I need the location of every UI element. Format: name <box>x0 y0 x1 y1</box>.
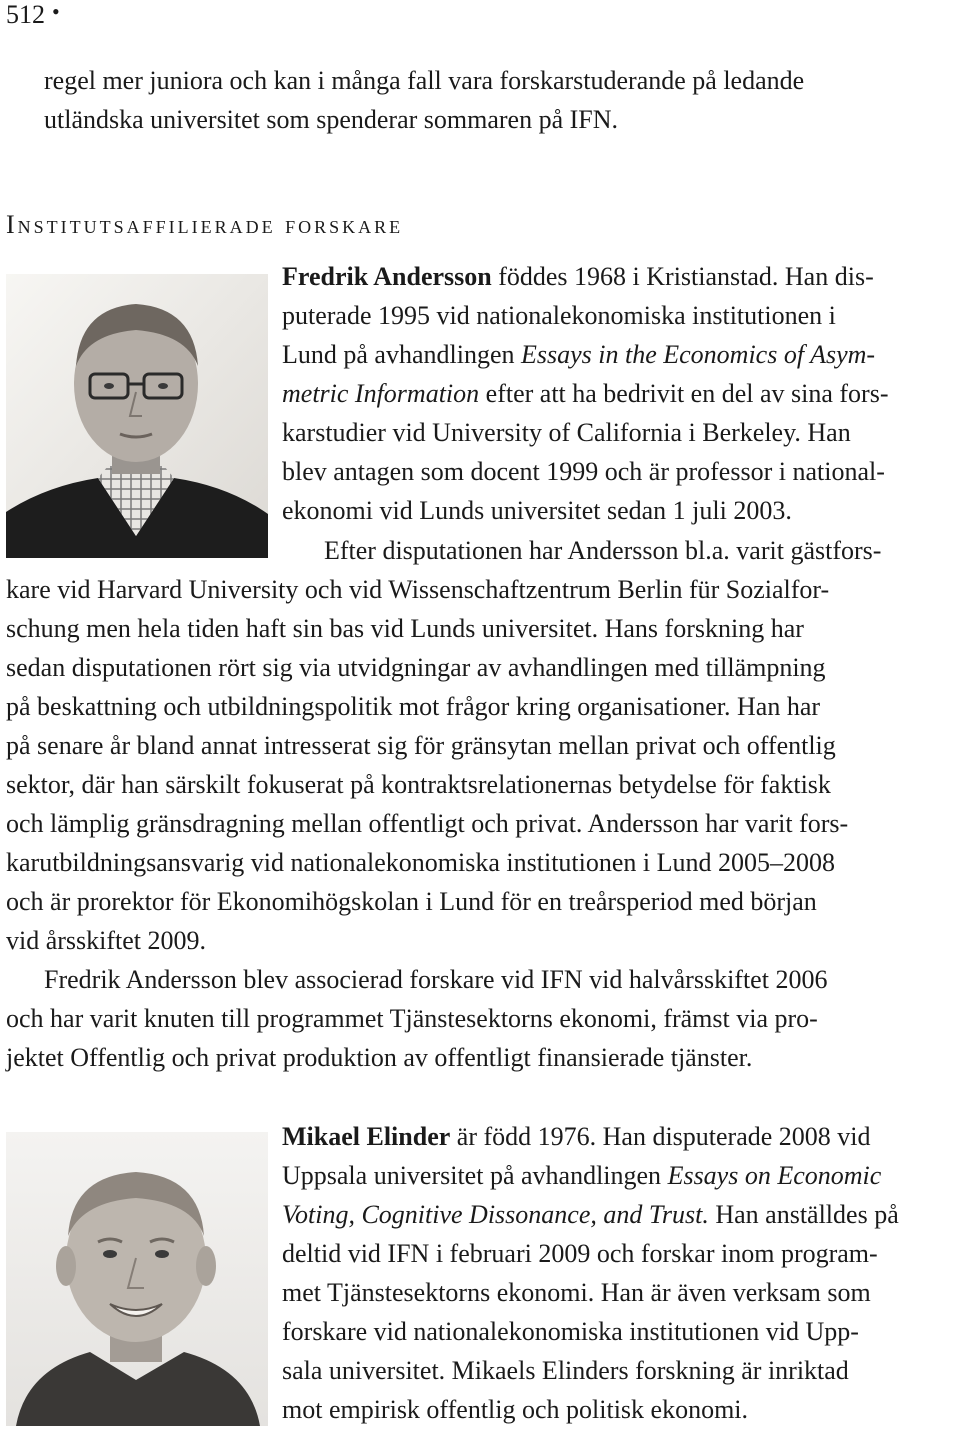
bio1-line-12: på beskattning och utbildningspolitik mot frågor kring organisationer. Han har <box>6 692 821 721</box>
bio1-name: Fredrik Andersson <box>282 262 492 291</box>
bio1-line-11: sedan disputationen rört sig via utvidgningar av avhandlingen med tillämpning <box>6 653 826 682</box>
bio1-line-9: kare vid Harvard University och vid Wissenschaftzentrum Berlin für Sozialfor- <box>6 575 830 604</box>
bio2-line-4: deltid vid IFN i februari 2009 och forskar inom program- <box>282 1239 878 1268</box>
bio1-line-20: och har varit knuten till programmet Tjänstesektorns ekonomi, främst via pro- <box>6 1004 818 1033</box>
bio1-line-6: blev antagen som docent 1999 och är professor i national- <box>282 457 885 486</box>
portrait-photo-mikael-elinder <box>6 1132 268 1426</box>
bio1-line-21: jektet Offentlig och privat produktion av offentligt finansierade tjänster. <box>6 1043 753 1072</box>
bio1-line-19: Fredrik Andersson blev associerad forskare vid IFN vid halvårsskiftet 2006 <box>44 965 828 994</box>
bio1-line-16: karutbildningsansvarig vid nationalekonomiska institutionen i Lund 2005–2008 <box>6 848 836 877</box>
bio1-line-18: vid årsskiftet 2009. <box>6 926 207 955</box>
bio1-line-8: Efter disputationen har Andersson bl.a. varit gästfors- <box>324 536 882 565</box>
intro-line-1: regel mer juniora och kan i många fall vara forskarstuderande på ledande <box>44 66 805 95</box>
bio1-line-1: Fredrik Andersson föddes 1968 i Kristianstad. Han dis- <box>282 262 874 291</box>
bio1-line-17: och är prorektor för Ekonomihögskolan i Lund för en treårsperiod med början <box>6 887 817 916</box>
section-heading: Institutsaffilierade forskare <box>6 210 404 239</box>
bio2-line-3: Voting, Cognitive Dissonance, and Trust. Han anställdes på <box>282 1200 899 1229</box>
bio2-line-7: sala universitet. Mikaels Elinders forskning är inriktad <box>282 1356 849 1385</box>
portrait-photo-fredrik-andersson <box>6 274 268 558</box>
bio1-line-13: på senare år bland annat intresserat sig för gränsytan mellan privat och offentlig <box>6 731 836 760</box>
bio2-line-8: mot empirisk offentlig och politisk ekonomi. <box>282 1395 749 1424</box>
bio2-line-2: Uppsala universitet på avhandlingen Essays on Economic <box>282 1161 882 1190</box>
bio1-line-7: ekonomi vid Lunds universitet sedan 1 juli 2003. <box>282 496 792 525</box>
bio2-line-6: forskare vid nationalekonomiska institutionen vid Upp- <box>282 1317 859 1346</box>
bio1-line-14: sektor, där han särskilt fokuserat på kontraktsrelationernas betydelse för faktisk <box>6 770 831 799</box>
intro-line-2: utländska universitet som spenderar sommaren på IFN. <box>44 105 619 134</box>
bio1-line-2: puterade 1995 vid nationalekonomiska institutionen i <box>282 301 836 330</box>
bio1-line-4: metric Information efter att ha bedrivit en del av sina fors- <box>282 379 889 408</box>
bio2-line-1: Mikael Elinder är född 1976. Han disputerade 2008 vid <box>282 1122 871 1151</box>
bio1-line-15: och lämplig gränsdragning mellan offentligt och privat. Andersson har varit fors- <box>6 809 849 838</box>
header-bullet: • <box>52 0 60 24</box>
page-number: 512 <box>6 0 45 29</box>
bio1-line-5: karstudier vid University of California i Berkeley. Han <box>282 418 851 447</box>
bio1-line-10: schung men hela tiden haft sin bas vid Lunds universitet. Hans forskning har <box>6 614 804 643</box>
bio1-line-3: Lund på avhandlingen Essays in the Economics of Asym- <box>282 340 876 369</box>
bio2-line-5: met Tjänstesektorns ekonomi. Han är även verksam som <box>282 1278 871 1307</box>
bio2-name: Mikael Elinder <box>282 1122 451 1151</box>
